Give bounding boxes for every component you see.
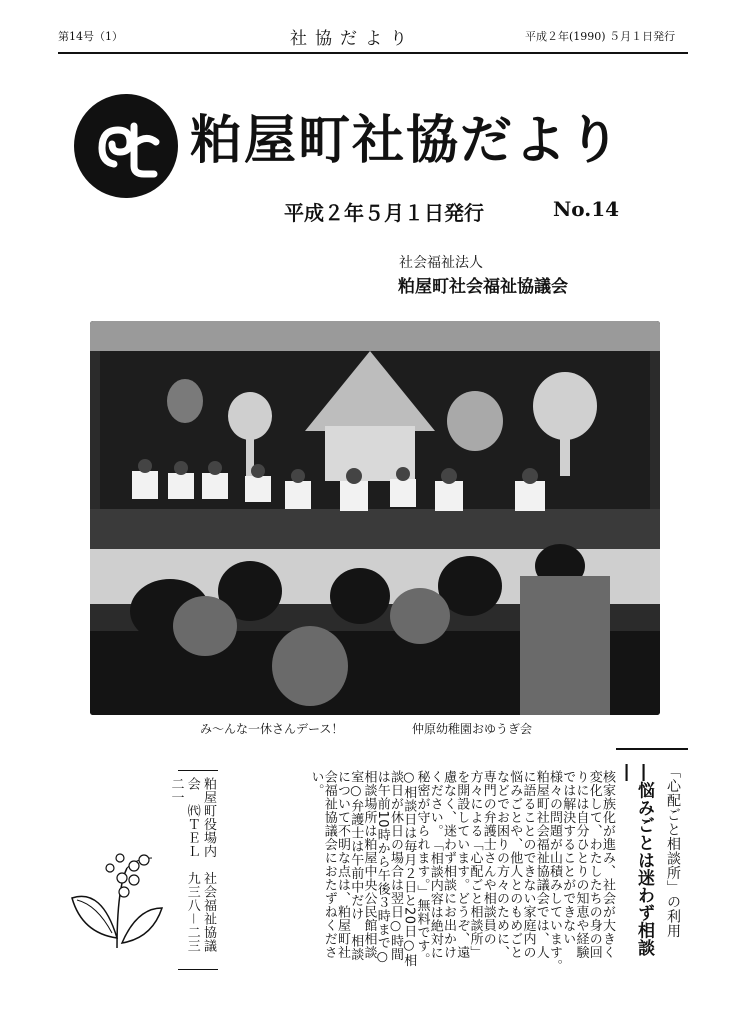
issue-number: No.14 [553,197,620,221]
stage-performance-photo [90,321,660,715]
publisher-type: 社会福祉法人 [399,255,483,271]
article-headline: ―悩みごとは迷わず相談― [617,764,654,957]
photo-caption-left: み～んな一休さんデース！ [200,722,344,736]
header-title: 社協だより [290,29,415,49]
lily-of-the-valley-illustration-icon [62,838,172,956]
article-subheadline: 「心配ごと相談所」の利用 [665,764,681,938]
article-body: 核家族化が進み、社会が大きく変化して、わたしたちの身の回りには自分ひとりの知恵や経験では解決することができない様々の問題が山積みしています。 粕屋町社会福祉協議会では、人に語ることのできない家庭内の悩みごとや、他人とのもめごとなどでお困りの方々のために、専門の弁護士さんや相談員の方々による「心配ごと相談所」を開設しています。どうぞ、遠慮なく、迷わず相談にお出かけください。 「相談内容は絶対に秘密が守られます。」無料です。○相談日は毎月２日と20日○相談日が休日の場合は翌日○時間は午前10時から午後３時まで○相談場所は粕屋中央公民館相談室○弁護士は午前中だけ 相談について不明な点は、粕屋町社会福祉協議会におたずねください。 [308,770,615,980]
contact-text: 粕屋町役場内 社会福祉協議会 ㈹ＴＥＬ 九三八－二三二一 [168,777,216,953]
publisher-name: 粕屋町社会福祉協議会 [398,277,568,297]
article-headline-box [616,748,688,968]
shakyo-logo-icon [72,92,180,200]
photo-caption-right: 仲原幼稚園おゆうぎ会 [412,722,533,736]
issue-page-number: 第14号（1） [58,30,123,43]
header-rule [58,52,688,54]
header-date: 平成２年(1990) ５月１日発行 [525,30,676,43]
masthead-title: 粕屋町社協だより [190,111,623,171]
contact-box [168,770,218,970]
issue-date-line: 平成２年５月１日発行 [284,201,484,225]
